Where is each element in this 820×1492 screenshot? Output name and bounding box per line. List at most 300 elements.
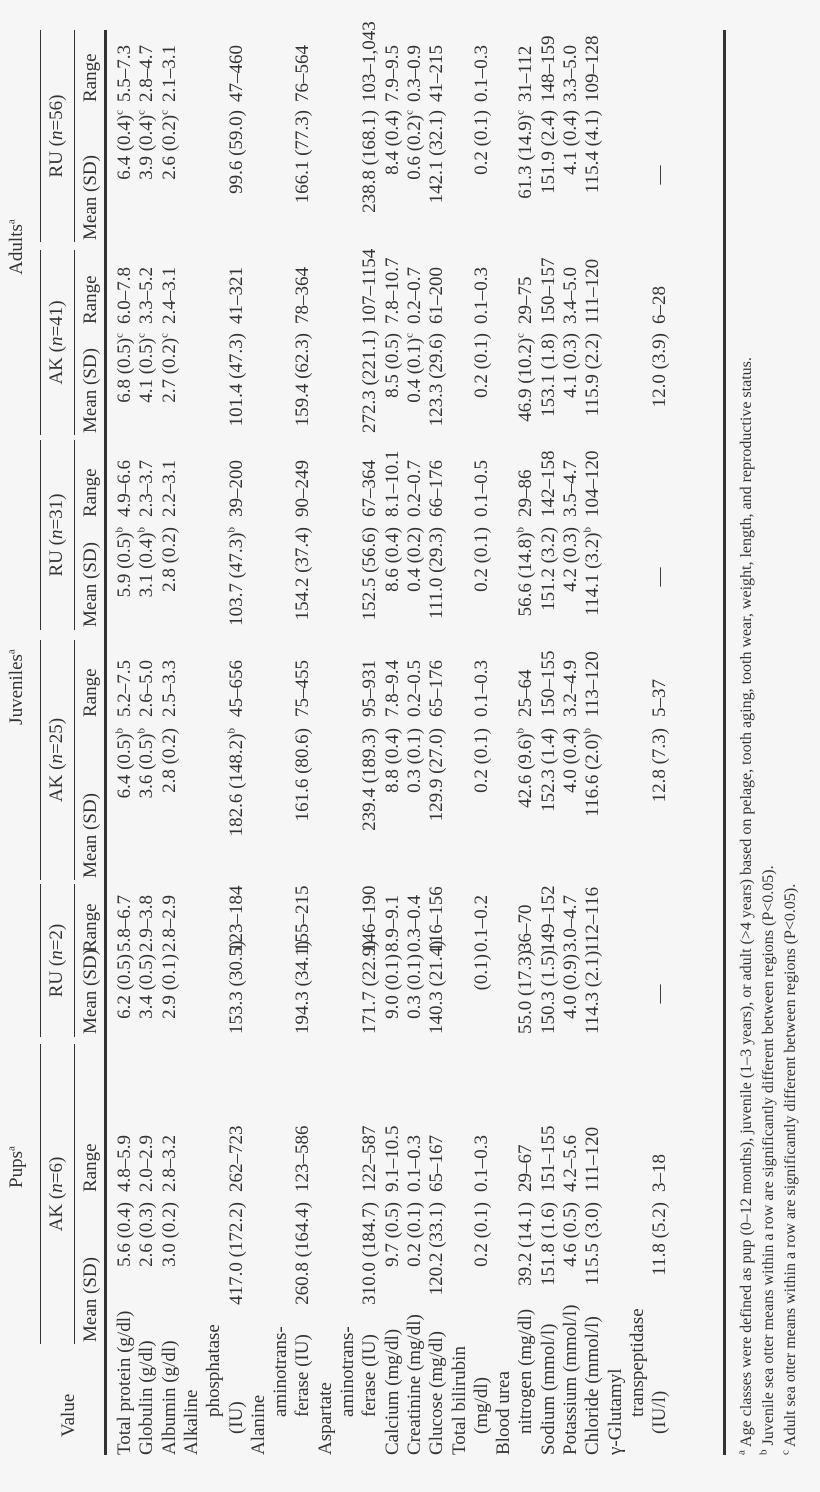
mean-sd-value: 140.3 (21.4) [426,940,448,1034]
range-cell: 0.1–0.3 [470,45,492,102]
range-cell: 109–128 [582,35,604,102]
subrule [74,640,75,880]
mean-sd-value: 115.4 (4.1) [582,110,604,194]
mean-sd-header: Mean (SD) [80,542,101,627]
mean-sd-cell [426,1202,448,1342]
mean-sd-cell [404,527,426,627]
mean-sd-header: Mean (SD) [80,155,101,240]
mean-sd-cell [382,110,404,240]
range-cell: 146–190 [359,885,381,952]
footnote-a [735,357,756,1455]
region-header: AK (n=6) [46,1156,67,1232]
mean-sd-value: 4.1 (0.3) [560,333,581,398]
mean-sd-cell [159,954,181,1034]
mean-sd-cell [582,527,604,627]
range-cell: 0.1–0.5 [470,460,492,517]
range-cell: 65–176 [426,660,448,717]
mean-sd-cell [515,527,537,627]
footnote-text: Age classes were defined as pup (0–12 months), juvenile (1–3 years), or adult (>4 years) based on pelage, tooth aging, tooth wear, weight, length, and reproductive status. [738,357,755,1447]
mean-sd-cell [471,527,493,627]
range-cell: 8.1–10.1 [381,450,403,517]
range-cell: 31–112 [515,45,537,102]
significance-mark: b [515,728,528,734]
mean-sd-value: 12.0 (3.9) [649,333,671,408]
value-header: Value [58,1393,79,1437]
row-label: phosphatase [203,1324,225,1417]
region-name: AK [46,357,67,385]
significance-mark: c [158,110,171,115]
mean-sd-cell [359,728,381,878]
range-cell: 150–157 [537,257,559,324]
mean-sd-value: 4.6 (0.5) [560,1202,581,1267]
mean-sd-value: 166.1 (77.3) [292,110,314,204]
mean-sd-value: 61.3 (14.9) [515,114,537,199]
range-cell: 2.8–2.9 [158,895,180,952]
range-cell: 3–18 [649,1154,671,1192]
header-bottom-rule [104,30,107,1455]
mean-sd-value: 0.4 (0.1) [403,337,425,403]
significance-mark: c [158,333,171,338]
mean-sd-cell [359,940,381,1034]
mean-sd-value: 310.0 (184.7) [359,1202,381,1305]
range-cell: 0.1–0.3 [403,1135,425,1192]
mean-sd-value: 142.1 (32.1) [426,110,448,204]
range-cell: 150–155 [537,650,559,717]
mean-sd-cell [382,954,404,1034]
mean-sd-cell [426,728,448,878]
mean-sd-value: 6.4 (0.5) [114,733,135,799]
mean-sd-value: 8.8 (0.4) [381,728,403,793]
mean-sd-value: 3.1 (0.4) [136,532,158,598]
mean-sd-cell [114,954,136,1034]
subrule [74,1044,75,1344]
range-cell: 2.6–5.0 [136,660,158,717]
mean-sd-value: 152.5 (56.6) [359,527,381,621]
mean-sd-value: 239.4 (189.3) [359,728,381,831]
significance-mark: b [135,728,148,734]
range-header: Range [80,53,101,102]
range-header: Range [80,1143,101,1192]
row-label: Creatinine (mg/dl) [403,1314,425,1455]
mean-sd-cell [471,954,493,1034]
range-cell: 3.2–4.9 [560,660,581,717]
range-cell: 47–460 [225,45,247,102]
mean-sd-cell [560,527,582,627]
range-cell: 2.8–3.2 [158,1135,180,1192]
mean-sd-cell [136,954,158,1034]
mean-sd-cell [159,110,181,240]
mean-sd-value: 111.0 (29.3) [426,527,448,619]
range-header: Range [80,275,101,324]
range-cell: 9.1–10.5 [381,1125,403,1192]
mean-sd-cell [538,110,560,240]
range-cell: 5.8–6.7 [114,895,135,952]
n-value: =31 [46,499,67,530]
mean-sd-value: 150.3 (1.5) [537,950,559,1034]
range-cell: 0.3–0.9 [403,45,425,102]
mean-sd-cell [426,527,448,627]
mean-sd-cell [226,110,248,240]
rule-ak-adult [40,250,41,435]
row-label: Sodium (mmol/l) [537,1323,559,1455]
range-cell: 155–215 [292,885,314,952]
significance-mark: c [403,110,416,115]
mean-sd-value: 0.6 (0.2) [403,114,425,180]
mean-sd-value: 8.4 (0.4) [381,110,403,175]
mean-sd-value: 115.5 (3.0) [582,1202,604,1286]
mean-sd-value: 0.2 (0.1) [403,1202,425,1267]
range-cell: 7.8–10.7 [381,257,403,324]
mean-sd-cell [471,110,493,240]
mean-sd-value: 0.3 (0.1) [403,954,425,1019]
footnote-text: Adult sea otter means within a row are significantly different between regions (P<0.05). [782,883,799,1447]
mean-sd-value: 153.3 (30.5) [225,940,247,1034]
footnote-mark: a [5,1146,18,1151]
row-label: Albumin (g/dl) [158,1340,180,1455]
range-cell: 2.2–3.1 [158,460,180,517]
mean-sd-value: 115.9 (2.2) [582,333,604,417]
mean-sd-cell [538,333,560,433]
mean-sd-cell [649,728,671,878]
range-cell: 4.8–5.9 [114,1135,135,1192]
significance-mark: b [581,527,594,533]
group-header-pups [6,947,28,1387]
row-label: ferase (IU) [359,1334,381,1417]
mean-sd-cell [359,330,381,433]
range-cell: 41–215 [426,45,448,102]
mean-sd-value: 2.8 (0.2) [158,728,180,793]
range-cell: 142–158 [537,450,559,517]
n-label: n [46,950,67,960]
footnote-mark: a [5,649,18,655]
mean-sd-header: Mean (SD) [80,1257,101,1342]
region-header: RU (n=31) [46,493,67,577]
range-cell: 67–364 [359,460,381,517]
mean-sd-value: 5.9 (0.5) [114,532,135,598]
mean-sd-cell [649,527,671,627]
range-cell: 29–67 [515,1144,537,1192]
range-cell: 5.5–7.3 [114,45,135,102]
mean-sd-cell [292,940,314,1034]
significance-mark: b [113,527,126,533]
row-label: (IU) [225,1401,247,1434]
range-cell: 2.0–2.9 [136,1135,158,1192]
region-header: AK (n=25) [46,717,67,803]
range-cell: 0.2–0.7 [403,267,425,324]
group-header-juveniles [6,472,28,902]
range-cell: 65–167 [426,1135,448,1192]
mean-sd-cell [292,728,314,878]
range-cell: 0.1–0.3 [470,267,492,324]
mean-sd-value: 153.1 (1.8) [537,333,559,417]
region-name: AK [46,774,67,803]
mean-sd-cell [159,527,181,627]
rule-ru-juv [40,440,41,630]
mean-sd-cell [515,1202,537,1342]
region-name: AK [46,1203,67,1232]
mean-sd-value: 182.6 (148.2) [225,733,247,837]
mean-sd-value: 6.2 (0.5) [114,954,135,1019]
mean-sd-value: 4.0 (0.4) [560,728,581,793]
range-cell: 3.4–5.0 [560,267,581,324]
mean-sd-value: 120.2 (33.1) [426,1202,448,1296]
range-cell: 103–1,043 [359,21,381,102]
row-label: aminotrans- [270,1326,292,1417]
mean-sd-value: 0.2 (0.1) [470,110,492,175]
range-cell: 8.9–9.1 [381,895,403,952]
significance-mark: b [515,527,528,533]
mean-sd-value: 2.6 (0.2) [158,114,180,180]
row-label: Blood urea [493,1371,515,1455]
mean-sd-value: 417.0 (172.2) [225,1202,247,1305]
subrule [74,250,75,435]
range-cell: 123–586 [292,1125,314,1192]
range-cell: 0.2–0.7 [403,460,425,517]
mean-sd-value: — [649,984,671,1004]
mean-sd-value: (0.1) [470,954,492,991]
range-cell: 45–656 [225,660,247,717]
range-cell: 116–156 [426,886,448,952]
mean-sd-value: 0.2 (0.1) [470,728,492,793]
row-label: Total protein (g/dl) [114,1310,135,1455]
mean-sd-cell [359,1202,381,1342]
range-header: Range [80,468,101,517]
range-cell: 29–75 [515,276,537,324]
range-cell: 6.0–7.8 [114,267,135,324]
row-label: Glucose (mg/dl) [426,1330,448,1455]
mean-sd-cell [136,527,158,627]
mean-sd-cell [404,110,426,240]
range-cell: 2.3–3.7 [136,460,158,517]
footnote-b [757,865,778,1455]
mean-sd-value: 8.6 (0.4) [381,527,403,592]
table-bottom-rule [723,30,726,1455]
row-label: (mg/dl) [470,1377,492,1434]
mean-sd-value: 2.9 (0.1) [158,954,180,1019]
mean-sd-cell [404,333,426,433]
range-cell: 61–200 [426,267,448,324]
group-header-adults [6,32,28,462]
mean-sd-value: 103.7 (47.3) [225,532,247,626]
mean-sd-value: 6.8 (0.5) [114,337,135,403]
range-cell: 2.1–3.1 [158,45,180,102]
mean-sd-value: 3.9 (0.4) [136,114,158,180]
mean-sd-value: 42.6 (9.6) [515,733,537,808]
mean-sd-cell [136,1202,158,1342]
mean-sd-value: 4.2 (0.3) [560,527,581,592]
range-cell: 25–64 [515,669,537,717]
mean-sd-cell [538,1202,560,1342]
mean-sd-cell [114,728,136,878]
mean-sd-cell [159,1202,181,1342]
range-cell: 3.3–5.2 [136,267,158,324]
mean-sd-cell [226,527,248,627]
mean-sd-value: 56.6 (14.8) [515,532,537,617]
row-label: Total bilirubin [448,1346,470,1455]
mean-sd-cell [515,333,537,433]
mean-sd-value: 123.3 (29.6) [426,333,448,427]
mean-sd-value: 0.4 (0.2) [403,527,425,592]
mean-sd-value: 46.9 (10.2) [515,337,537,422]
range-cell: 2.5–3.3 [158,660,180,717]
mean-sd-cell [292,110,314,240]
region-name: RU [46,550,67,577]
range-cell: 0.1–0.3 [470,660,492,717]
significance-mark: b [113,728,126,734]
significance-mark: b [225,527,238,533]
range-header: Range [80,668,101,717]
range-cell: 95–931 [359,660,381,717]
range-cell: 4.2–5.6 [560,1135,581,1192]
range-cell: 151–155 [537,1125,559,1192]
significance-mark: c [113,333,126,338]
range-cell: 113–120 [582,651,604,717]
mean-sd-value: 5.6 (0.4) [114,1202,135,1267]
mean-sd-value: 9.0 (0.1) [381,954,403,1019]
mean-sd-value: 4.1 (0.4) [560,110,581,175]
significance-mark: c [515,333,528,338]
range-cell: 2.4–3.1 [158,267,180,324]
mean-sd-cell [537,950,560,1034]
mean-sd-value: 116.6 (2.0) [582,733,604,817]
mean-sd-cell [538,527,560,627]
mean-sd-cell [404,954,426,1034]
footnote-mark: a [735,1450,748,1455]
mean-sd-cell [649,333,671,433]
range-cell: 2.9–3.8 [136,895,158,952]
range-cell: 0.1–0.2 [470,895,492,952]
mean-sd-cell [359,110,381,240]
row-label: transpeptidase [626,1308,648,1417]
mean-sd-value: 238.8 (168.1) [359,110,381,213]
mean-sd-value: 151.8 (1.6) [537,1202,559,1286]
range-cell: 0.1–0.3 [470,1135,492,1192]
n-label: n [46,529,67,540]
range-cell: 111–120 [582,258,604,324]
mean-sd-cell [471,333,493,433]
mean-sd-header: Mean (SD) [80,949,101,1034]
mean-sd-cell [471,728,493,878]
mean-sd-value: 151.9 (2.4) [537,110,559,194]
range-cell: 149–152 [537,885,559,952]
significance-mark: c [135,333,148,338]
n-value: =56 [46,100,67,131]
mean-sd-value: 260.8 (164.4) [292,1202,314,1305]
mean-sd-value: 55.0 (17.3) [515,950,537,1034]
subrule [74,440,75,630]
range-cell: 66–176 [426,460,448,517]
mean-sd-cell [582,950,604,1034]
mean-sd-cell [292,527,314,627]
row-label: nitrogen (mg/dl) [515,1308,537,1434]
n-value: =2 [46,930,67,951]
range-cell: 0.3–0.4 [403,895,425,952]
mean-sd-value: 0.2 (0.1) [470,1202,492,1267]
mean-sd-cell [136,110,158,240]
mean-sd-value: 2.6 (0.3) [136,1202,158,1267]
n-label: n [46,336,67,347]
mean-sd-cell [226,1202,248,1342]
mean-sd-cell [114,1202,136,1342]
mean-sd-cell [292,333,314,433]
region-header: RU (n=2) [46,923,67,998]
range-cell: 3.3–5.0 [560,45,581,102]
n-value: =41 [46,306,67,337]
range-cell: 112–116 [582,886,604,952]
range-cell: 5–37 [649,679,671,717]
range-cell: 36–70 [515,904,537,952]
mean-sd-cell [538,728,560,878]
n-value: =6 [46,1163,67,1184]
row-label: γ-Glutamyl [604,1368,626,1455]
range-cell: 107–1154 [359,248,381,324]
row-label: Globulin (g/dl) [136,1340,158,1455]
range-cell: 262–723 [225,1125,247,1192]
mean-sd-cell [114,333,136,433]
range-cell: 78–364 [292,267,314,324]
region-name: RU [46,151,67,178]
group-header-label: Pups [6,1150,27,1188]
mean-sd-value: 9.7 (0.5) [381,1202,403,1267]
mean-sd-cell [582,728,604,878]
mean-sd-value: 101.4 (47.3) [225,333,247,427]
region-name: RU [46,970,67,998]
mean-sd-cell [649,110,671,240]
row-label: Potassium (mmol/l) [560,1304,581,1455]
significance-mark: b [135,527,148,533]
mean-sd-cell [404,1202,426,1342]
range-cell: 104–120 [582,450,604,517]
subrule [74,884,75,1037]
mean-sd-value: 12.8 (7.3) [649,728,671,803]
range-cell: 7.8–9.4 [381,660,403,717]
mean-sd-cell [226,728,248,878]
range-cell: 4.9–6.6 [114,460,135,517]
mean-sd-cell [649,1202,671,1342]
range-cell: 2.8–4.7 [136,45,158,102]
row-label: Chloride (mmol/l) [582,1316,604,1455]
range-cell: 148–159 [537,35,559,102]
mean-sd-value: — [649,165,671,185]
row-label: Alkaline [180,1389,202,1455]
region-header: AK (n=41) [46,300,67,385]
mean-sd-value: 2.8 (0.2) [158,527,180,592]
mean-sd-header: Mean (SD) [80,348,101,433]
mean-sd-cell [382,1202,404,1342]
mean-sd-cell [292,1202,314,1342]
mean-sd-value: 6.4 (0.4) [114,114,135,180]
mean-sd-value: 3.0 (0.2) [158,1202,180,1267]
mean-sd-cell [382,333,404,433]
row-label: ferase (IU) [292,1334,314,1417]
range-cell: 3.0–4.7 [560,895,581,952]
range-header: Range [80,903,101,952]
significance-mark: b [225,728,238,734]
row-label: (IU/l) [649,1390,671,1434]
range-cell: 0.2–0.5 [403,660,425,717]
mean-sd-value: 129.9 (27.0) [426,728,448,822]
mean-sd-value: 4.1 (0.5) [136,337,158,403]
range-cell: 7.9–9.5 [381,45,403,102]
mean-sd-value: 3.4 (0.5) [136,954,158,1019]
mean-sd-cell [114,527,136,627]
mean-sd-cell [515,950,537,1034]
mean-sd-value: — [649,567,671,587]
mean-sd-cell [582,1202,604,1342]
mean-sd-value: 151.2 (3.2) [537,527,559,611]
mean-sd-cell [382,527,404,627]
footnote-mark: a [5,219,18,225]
